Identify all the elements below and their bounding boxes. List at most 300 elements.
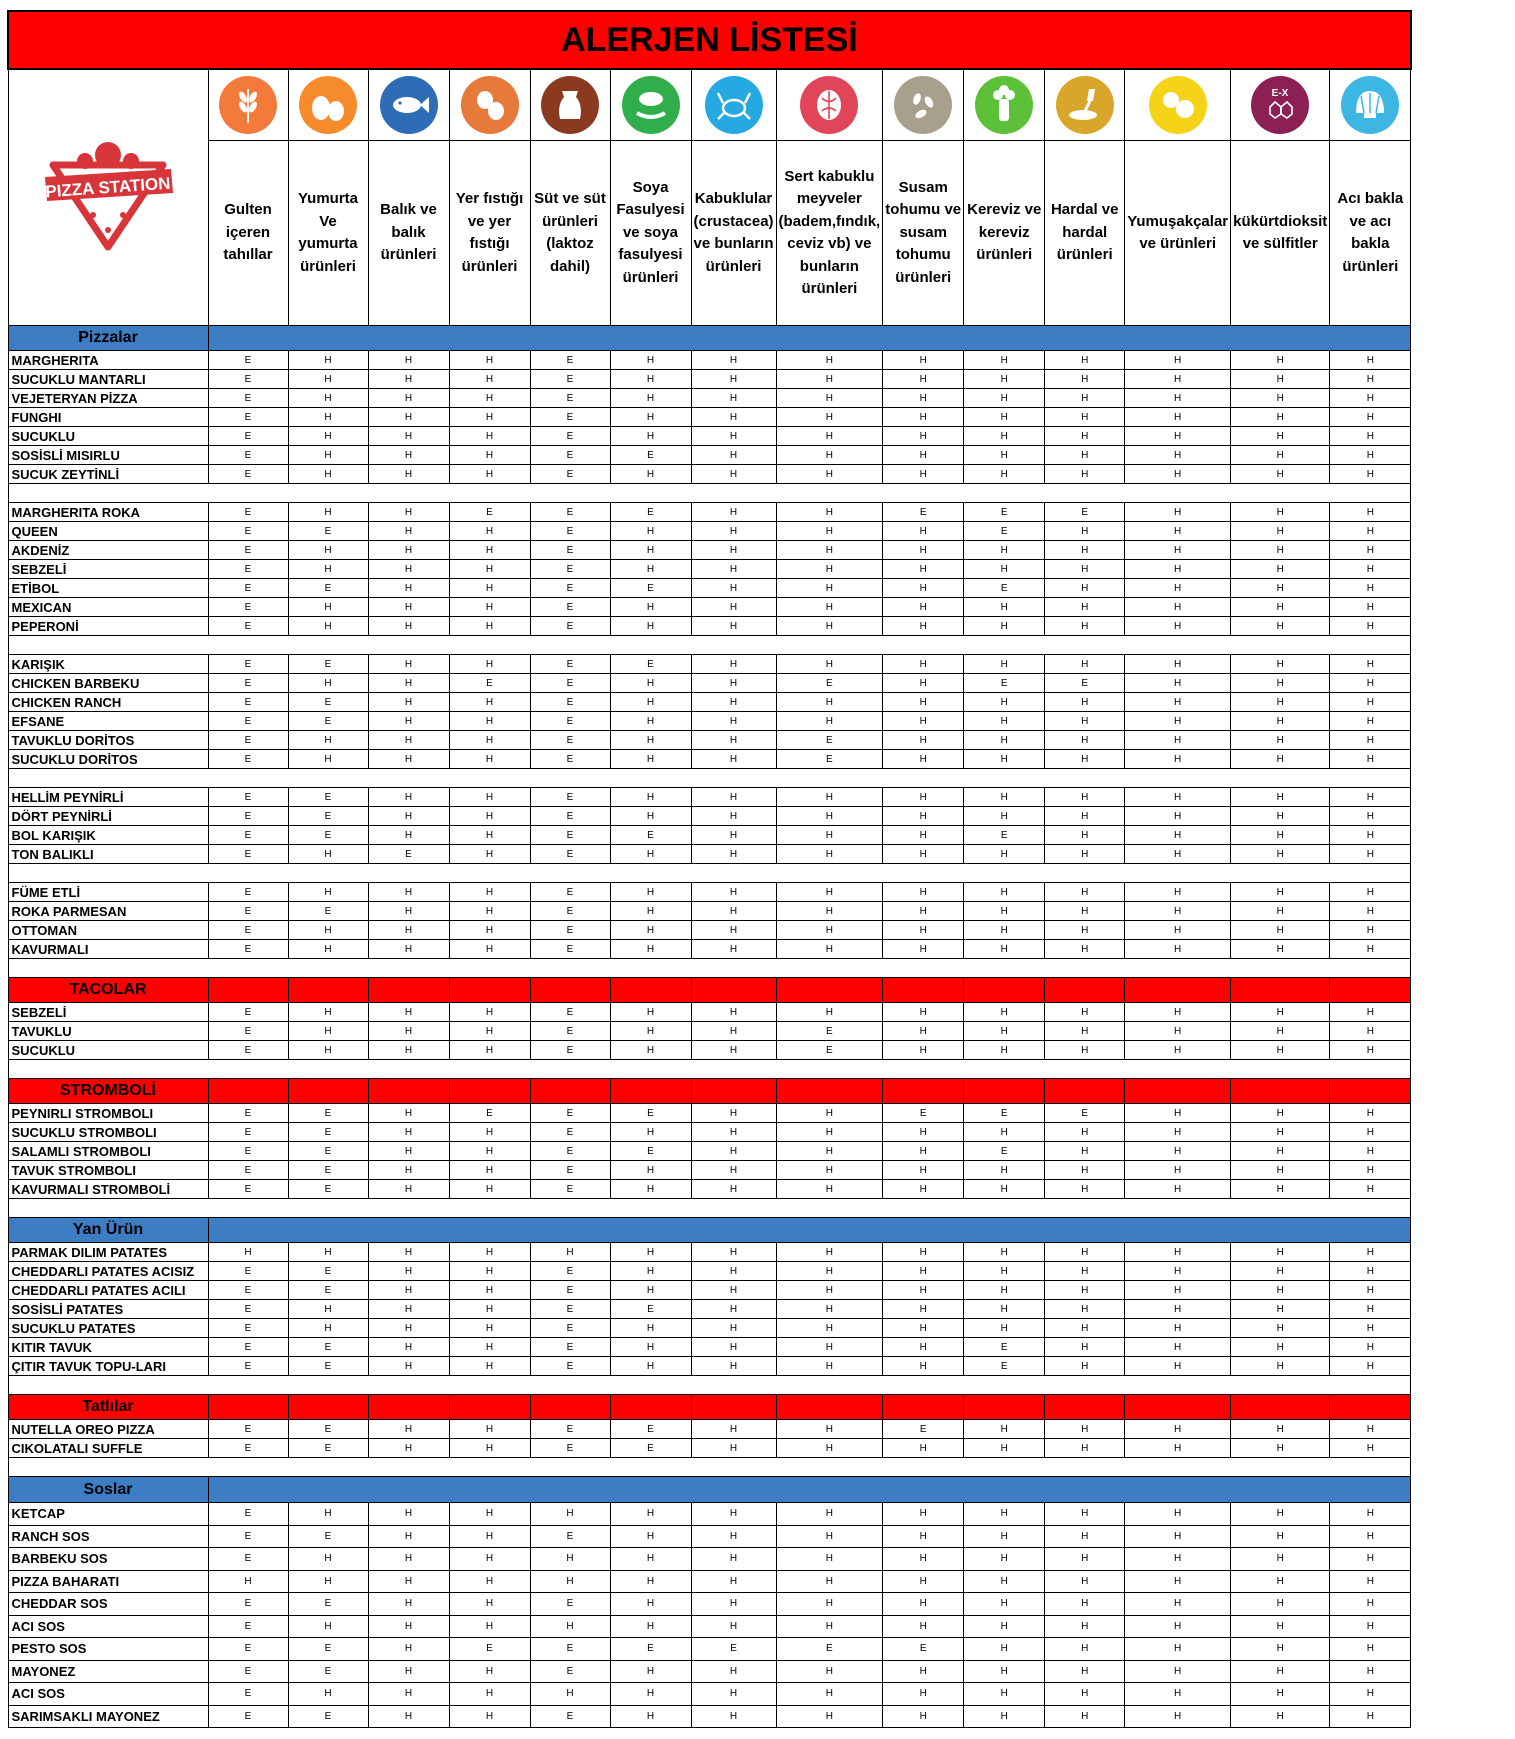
allergen-value: H <box>449 883 530 902</box>
allergen-value: H <box>368 541 449 560</box>
allergen-value: H <box>776 541 883 560</box>
item-name: CIKOLATALI SUFFLE <box>8 1439 208 1458</box>
allergen-value: H <box>1330 826 1411 845</box>
allergen-value: E <box>208 1180 288 1199</box>
category-row <box>8 326 1411 351</box>
allergen-value: E <box>208 389 288 408</box>
allergen-value: H <box>964 1243 1045 1262</box>
allergen-value: H <box>691 1525 776 1548</box>
allergen-value: H <box>449 1142 530 1161</box>
allergen-value: H <box>530 1683 610 1706</box>
allergen-icon-cell <box>1231 69 1330 141</box>
allergen-value: H <box>368 1615 449 1638</box>
allergen-value: H <box>964 921 1045 940</box>
allergen-value: H <box>610 1262 691 1281</box>
allergen-value: H <box>449 712 530 731</box>
allergen-value: H <box>449 940 530 959</box>
allergen-value: H <box>883 1161 964 1180</box>
table-row <box>8 883 1411 902</box>
allergen-value: E <box>610 655 691 674</box>
allergen-value: H <box>776 1338 883 1357</box>
allergen-value: H <box>610 1338 691 1357</box>
allergen-value: E <box>610 1439 691 1458</box>
allergen-value: E <box>964 522 1045 541</box>
allergen-value: H <box>964 731 1045 750</box>
allergen-value: E <box>530 940 610 959</box>
allergen-header: Susam tohumu ve susam tohumu ürünleri <box>883 141 964 326</box>
allergen-value: H <box>1231 560 1330 579</box>
allergen-value: H <box>368 503 449 522</box>
allergen-value: H <box>449 1338 530 1357</box>
allergen-value: H <box>883 693 964 712</box>
allergen-value: H <box>368 1180 449 1199</box>
allergen-value: H <box>1231 826 1330 845</box>
allergen-value: H <box>776 1180 883 1199</box>
category-bar <box>1125 978 1231 1003</box>
soybean-icon <box>619 75 683 135</box>
allergen-icon-cell <box>449 69 530 141</box>
allergen-value: H <box>288 845 368 864</box>
allergen-value: E <box>208 503 288 522</box>
item-name: SUCUKLU PATATES <box>8 1319 208 1338</box>
allergen-value: H <box>883 826 964 845</box>
allergen-value: H <box>1330 560 1411 579</box>
allergen-header: Acı bakla ve acı bakla ürünleri <box>1330 141 1411 326</box>
allergen-value: H <box>610 1281 691 1300</box>
allergen-value: H <box>530 1548 610 1571</box>
allergen-value: H <box>964 1593 1045 1616</box>
allergen-value: H <box>883 541 964 560</box>
allergen-value: H <box>1045 1503 1125 1526</box>
allergen-value: E <box>610 826 691 845</box>
allergen-value: H <box>610 1593 691 1616</box>
table-row <box>8 1142 1411 1161</box>
allergen-value: H <box>776 1525 883 1548</box>
allergen-value: E <box>208 1548 288 1571</box>
item-name: AKDENİZ <box>8 541 208 560</box>
allergen-value: H <box>1330 522 1411 541</box>
allergen-value: H <box>883 731 964 750</box>
spacer-cell <box>8 864 1411 883</box>
allergen-value: H <box>1330 1638 1411 1661</box>
allergen-value: H <box>964 940 1045 959</box>
allergen-value: E <box>288 807 368 826</box>
allergen-value: H <box>1045 541 1125 560</box>
allergen-value: H <box>368 1357 449 1376</box>
item-name: MARGHERITA ROKA <box>8 503 208 522</box>
allergen-value: E <box>208 1142 288 1161</box>
allergen-value: H <box>1330 1281 1411 1300</box>
allergen-value: H <box>1125 1503 1231 1526</box>
allergen-value: E <box>530 465 610 484</box>
allergen-value: H <box>368 674 449 693</box>
allergen-value: H <box>368 1570 449 1593</box>
allergen-value: H <box>776 1104 883 1123</box>
allergen-value: H <box>610 1503 691 1526</box>
item-name: KAVURMALI STROMBOLİ <box>8 1180 208 1199</box>
allergen-value: E <box>530 1319 610 1338</box>
allergen-value: H <box>1231 1705 1330 1728</box>
table-row <box>8 617 1411 636</box>
table-row <box>8 465 1411 484</box>
allergen-value: H <box>610 693 691 712</box>
allergen-value: H <box>1045 655 1125 674</box>
allergen-value: H <box>1045 1243 1125 1262</box>
allergen-value: H <box>1125 1161 1231 1180</box>
allergen-value: H <box>610 1548 691 1571</box>
allergen-value: H <box>1125 1420 1231 1439</box>
allergen-value: H <box>530 1570 610 1593</box>
allergen-value: H <box>964 1570 1045 1593</box>
allergen-value: H <box>883 522 964 541</box>
category-bar <box>883 1079 964 1104</box>
allergen-value: H <box>288 427 368 446</box>
allergen-value: H <box>1045 940 1125 959</box>
allergen-value: H <box>691 370 776 389</box>
allergen-value: H <box>1125 1357 1231 1376</box>
allergen-value: H <box>610 522 691 541</box>
allergen-value: H <box>1231 1003 1330 1022</box>
allergen-value: E <box>530 351 610 370</box>
allergen-value: H <box>368 693 449 712</box>
allergen-value: H <box>883 1503 964 1526</box>
allergen-value: E <box>208 826 288 845</box>
allergen-value: E <box>530 921 610 940</box>
table-row <box>8 1705 1411 1728</box>
allergen-value: E <box>530 826 610 845</box>
allergen-value: H <box>883 351 964 370</box>
allergen-value: H <box>368 1525 449 1548</box>
item-name: NUTELLA OREO PIZZA <box>8 1420 208 1439</box>
allergen-value: E <box>964 674 1045 693</box>
allergen-value: H <box>1231 370 1330 389</box>
allergen-value: H <box>288 598 368 617</box>
category-bar <box>1330 1395 1411 1420</box>
allergen-value: H <box>610 1660 691 1683</box>
allergen-value: H <box>449 579 530 598</box>
allergen-value: H <box>449 807 530 826</box>
allergen-value: E <box>288 1161 368 1180</box>
allergen-value: H <box>368 1638 449 1661</box>
allergen-value: H <box>610 1180 691 1199</box>
allergen-value: H <box>1330 579 1411 598</box>
allergen-value: H <box>776 1548 883 1571</box>
allergen-value: H <box>1231 1243 1330 1262</box>
category-bar <box>449 978 530 1003</box>
allergen-value: H <box>776 1123 883 1142</box>
allergen-value: E <box>1045 674 1125 693</box>
allergen-value: H <box>1330 370 1411 389</box>
allergen-value: H <box>964 1683 1045 1706</box>
allergen-value: H <box>964 1548 1045 1571</box>
allergen-value: H <box>368 1338 449 1357</box>
allergen-value: H <box>776 446 883 465</box>
allergen-value: H <box>1330 731 1411 750</box>
allergen-header: Kabuklular (crustacea) ve bunların ürünleri <box>691 141 776 326</box>
allergen-value: H <box>1125 1439 1231 1458</box>
allergen-value: H <box>883 1615 964 1638</box>
allergen-value: E <box>208 617 288 636</box>
allergen-header: Süt ve süt ürünleri (laktoz dahil) <box>530 141 610 326</box>
allergen-value: H <box>1125 427 1231 446</box>
allergen-value: H <box>449 351 530 370</box>
allergen-value: H <box>1330 1123 1411 1142</box>
allergen-header: Yumuşakçalar ve ürünleri <box>1125 141 1231 326</box>
page-title: ALERJEN LİSTESİ <box>8 11 1411 69</box>
allergen-value: H <box>1125 826 1231 845</box>
allergen-value: H <box>449 921 530 940</box>
allergen-value: H <box>776 1439 883 1458</box>
allergen-value: E <box>208 940 288 959</box>
allergen-value: H <box>1330 1319 1411 1338</box>
allergen-value: E <box>530 598 610 617</box>
item-name: CHEDDAR SOS <box>8 1593 208 1616</box>
allergen-value: E <box>530 674 610 693</box>
allergen-value: H <box>776 1003 883 1022</box>
allergen-value: H <box>1045 807 1125 826</box>
allergen-value: E <box>208 902 288 921</box>
allergen-value: H <box>1231 1104 1330 1123</box>
allergen-value: H <box>776 845 883 864</box>
allergen-value: H <box>776 788 883 807</box>
item-name: SEBZELİ <box>8 560 208 579</box>
allergen-value: H <box>288 446 368 465</box>
allergen-value: H <box>776 408 883 427</box>
item-name: TAVUK STROMBOLI <box>8 1161 208 1180</box>
allergen-value: E <box>288 1593 368 1616</box>
allergen-value: H <box>776 351 883 370</box>
allergen-value: H <box>691 1338 776 1357</box>
allergen-value: H <box>449 1660 530 1683</box>
allergen-value: H <box>964 1300 1045 1319</box>
allergen-value: H <box>1125 1570 1231 1593</box>
allergen-value: H <box>1125 579 1231 598</box>
allergen-value: H <box>883 845 964 864</box>
allergen-value: E <box>208 370 288 389</box>
allergen-value: H <box>964 1660 1045 1683</box>
allergen-value: H <box>1231 940 1330 959</box>
item-name: KARIŞIK <box>8 655 208 674</box>
allergen-value: H <box>610 1022 691 1041</box>
allergen-value: H <box>691 674 776 693</box>
item-name: RANCH SOS <box>8 1525 208 1548</box>
category-bar <box>1231 1079 1330 1104</box>
allergen-value: E <box>208 1683 288 1706</box>
table-row <box>8 446 1411 465</box>
allergen-value: E <box>530 902 610 921</box>
allergen-value: H <box>530 1615 610 1638</box>
allergen-value: H <box>1330 1022 1411 1041</box>
allergen-value: H <box>368 1022 449 1041</box>
allergen-value: E <box>530 1161 610 1180</box>
item-name: ACI SOS <box>8 1683 208 1706</box>
allergen-value: H <box>1231 712 1330 731</box>
allergen-value: H <box>1125 408 1231 427</box>
allergen-value: H <box>691 1003 776 1022</box>
allergen-value: H <box>1125 921 1231 940</box>
allergen-value: H <box>1231 1300 1330 1319</box>
allergen-value: H <box>883 1705 964 1728</box>
allergen-value: H <box>691 617 776 636</box>
allergen-value: H <box>883 1319 964 1338</box>
allergen-value: H <box>368 902 449 921</box>
allergen-value: H <box>691 902 776 921</box>
allergen-value: E <box>776 731 883 750</box>
allergen-value: E <box>883 1420 964 1439</box>
allergen-value: E <box>449 674 530 693</box>
allergen-value: E <box>288 1262 368 1281</box>
allergen-value: H <box>1231 522 1330 541</box>
allergen-value: E <box>288 693 368 712</box>
allergen-value: H <box>368 598 449 617</box>
allergen-value: H <box>883 788 964 807</box>
allergen-value: E <box>208 1281 288 1300</box>
allergen-value: H <box>776 1660 883 1683</box>
allergen-value: H <box>610 370 691 389</box>
allergen-value: H <box>610 1003 691 1022</box>
item-name: SUCUKLU MANTARLI <box>8 370 208 389</box>
allergen-value: E <box>530 579 610 598</box>
allergen-value: H <box>1125 1243 1231 1262</box>
allergen-value: H <box>691 1548 776 1571</box>
allergen-value: E <box>530 389 610 408</box>
allergen-value: H <box>368 1705 449 1728</box>
allergen-value: H <box>964 883 1045 902</box>
allergen-value: H <box>610 1683 691 1706</box>
allergen-value: E <box>208 541 288 560</box>
allergen-value: H <box>610 788 691 807</box>
allergen-value: H <box>288 883 368 902</box>
allergen-value: H <box>1125 1041 1231 1060</box>
table-row <box>8 1660 1411 1683</box>
allergen-value: H <box>288 1683 368 1706</box>
allergen-value: H <box>1231 1593 1330 1616</box>
allergen-value: H <box>1125 1022 1231 1041</box>
allergen-value: H <box>1125 1525 1231 1548</box>
allergen-value: H <box>964 1003 1045 1022</box>
allergen-value: E <box>288 655 368 674</box>
allergen-value: H <box>1231 655 1330 674</box>
allergen-value: H <box>368 1243 449 1262</box>
category-row <box>8 1079 1411 1104</box>
allergen-value: H <box>883 1281 964 1300</box>
allergen-value: H <box>368 408 449 427</box>
category-bar <box>1125 1395 1231 1420</box>
allergen-value: H <box>964 750 1045 769</box>
allergen-value: H <box>691 579 776 598</box>
category-bar <box>776 1079 883 1104</box>
allergen-value: H <box>1045 560 1125 579</box>
allergen-value: H <box>1125 674 1231 693</box>
allergen-value: H <box>776 883 883 902</box>
allergen-value: H <box>449 560 530 579</box>
allergen-value: H <box>368 731 449 750</box>
item-name: PEPERONİ <box>8 617 208 636</box>
allergen-value: E <box>208 351 288 370</box>
sulphite-icon <box>1248 75 1312 135</box>
allergen-value: E <box>288 1338 368 1357</box>
allergen-value: H <box>964 1503 1045 1526</box>
allergen-value: H <box>1125 883 1231 902</box>
category-bar <box>288 1395 368 1420</box>
allergen-value: H <box>368 1439 449 1458</box>
item-name: KETCAP <box>8 1503 208 1526</box>
allergen-value: H <box>691 1123 776 1142</box>
table-row <box>8 389 1411 408</box>
allergen-icon-cell <box>691 69 776 141</box>
allergen-value: H <box>883 807 964 826</box>
allergen-value: H <box>1045 921 1125 940</box>
allergen-value: H <box>449 1548 530 1571</box>
allergen-value: H <box>610 845 691 864</box>
allergen-value: H <box>776 1161 883 1180</box>
allergen-value: H <box>1330 1660 1411 1683</box>
table-row <box>8 579 1411 598</box>
allergen-value: H <box>691 826 776 845</box>
allergen-value: H <box>776 503 883 522</box>
table-row <box>8 1638 1411 1661</box>
allergen-value: H <box>1231 617 1330 636</box>
allergen-value: E <box>530 1439 610 1458</box>
allergen-value: H <box>1231 1142 1330 1161</box>
allergen-value: E <box>530 1142 610 1161</box>
allergen-value: E <box>530 845 610 864</box>
allergen-value: H <box>691 1281 776 1300</box>
allergen-value: H <box>964 1638 1045 1661</box>
allergen-value: H <box>610 1615 691 1638</box>
allergen-value: E <box>208 1262 288 1281</box>
allergen-value: H <box>449 541 530 560</box>
category-bar <box>288 978 368 1003</box>
allergen-value: H <box>964 1180 1045 1199</box>
allergen-value: H <box>1330 427 1411 446</box>
table-row <box>8 1281 1411 1300</box>
allergen-value: H <box>1125 1123 1231 1142</box>
category-bar <box>691 1395 776 1420</box>
allergen-value: H <box>1330 1161 1411 1180</box>
allergen-value: H <box>964 1281 1045 1300</box>
allergen-value: H <box>883 1003 964 1022</box>
allergen-value: H <box>883 921 964 940</box>
table-row <box>8 1243 1411 1262</box>
allergen-value: H <box>964 370 1045 389</box>
allergen-value: H <box>1330 674 1411 693</box>
allergen-value: H <box>1045 1319 1125 1338</box>
allergen-value: H <box>1125 1638 1231 1661</box>
allergen-value: H <box>288 617 368 636</box>
allergen-value: H <box>691 389 776 408</box>
spacer-row <box>8 636 1411 655</box>
item-name: VEJETERYAN PİZZA <box>8 389 208 408</box>
allergen-value: H <box>1045 579 1125 598</box>
svg-text:E-X: E-X <box>1271 88 1289 99</box>
allergen-value: H <box>691 693 776 712</box>
allergen-header: Gulten içeren tahıllar <box>208 141 288 326</box>
allergen-value: H <box>1330 902 1411 921</box>
allergen-value: E <box>368 845 449 864</box>
allergen-value: H <box>1045 1638 1125 1661</box>
allergen-value: H <box>964 807 1045 826</box>
allergen-value: H <box>1330 712 1411 731</box>
allergen-value: H <box>691 1300 776 1319</box>
allergen-value: H <box>691 446 776 465</box>
item-name: FUNGHI <box>8 408 208 427</box>
allergen-value: H <box>1330 1357 1411 1376</box>
allergen-value: H <box>776 1593 883 1616</box>
allergen-value: H <box>449 1123 530 1142</box>
allergen-value: H <box>449 522 530 541</box>
table-row <box>8 845 1411 864</box>
